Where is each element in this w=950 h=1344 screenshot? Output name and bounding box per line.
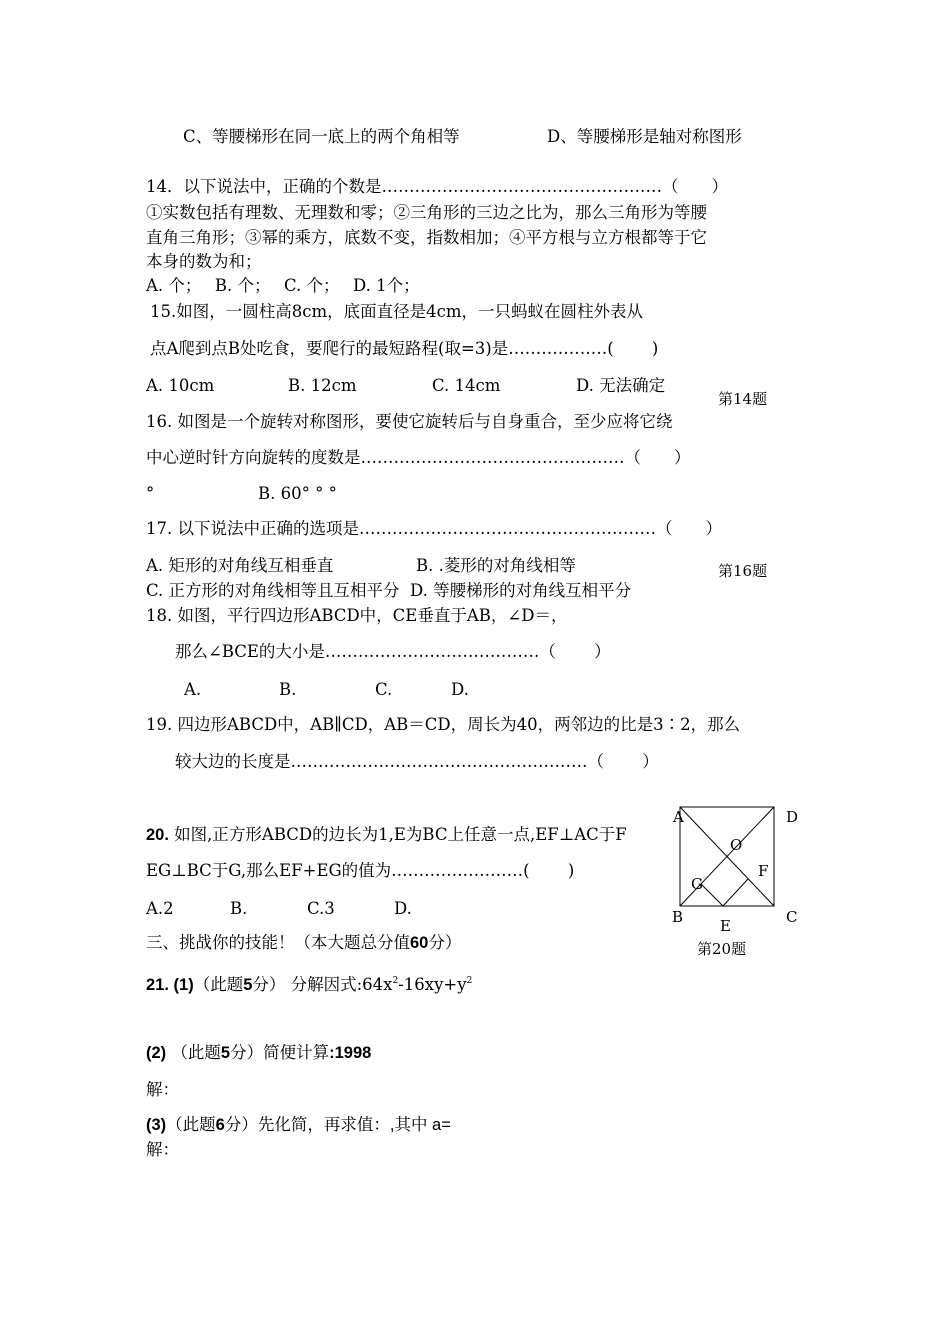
q21-p2-value: :1998 <box>329 1044 372 1062</box>
q13-option-d: D、等腰梯形是轴对称图形 <box>547 127 742 146</box>
q19-line-2: 较大边的长度是………………………………………………（ ） <box>175 752 659 771</box>
q14-stem: 14．以下说法中，正确的个数是……………………………………………（ ） <box>146 177 728 196</box>
label-f: F <box>758 862 769 880</box>
q21-p3-score: 6 <box>215 1116 225 1134</box>
q14-line-2: 直角三角形；③幂的乘方，底数不变，指数相加；④平方根与立方根都等于它 <box>146 228 707 247</box>
label-d: D <box>786 808 799 826</box>
q18-option-d: D. <box>451 680 469 699</box>
q21-p3-label: （此题 <box>166 1115 216 1134</box>
q18-option-c: C. <box>375 680 393 699</box>
q17-stem: 17. 以下说法中正确的选项是………………………………………………（ ） <box>146 519 722 538</box>
label-o: O <box>730 836 743 854</box>
q15-line-1: 15.如图，一圆柱高8cm，底面直径是4cm，一只蚂蚁在圆柱外表从 <box>150 302 644 321</box>
q21-part-2 <box>146 1043 371 1063</box>
fig14-caption: 第14题 <box>718 390 768 408</box>
q18-stem: 18. 如图，平行四边形ABCD中，CE垂直于AB，∠D＝， <box>146 606 568 625</box>
q21-p1-label: （此题 <box>193 975 244 994</box>
segment-eg <box>701 884 723 906</box>
q14-line-3: 本身的数为和； <box>146 252 262 271</box>
fig16-caption: 第16题 <box>718 562 768 580</box>
q20-line-1 <box>146 825 627 845</box>
q21-p1-sup2: 2 <box>466 976 473 986</box>
q20-line-2: EG⊥BC于G,那么EF+EG的值为……………………( ) <box>146 861 575 880</box>
q18-line-2: 那么∠BCE的大小是…………………………………（ ） <box>175 642 611 661</box>
q21-p1-label2: 分） <box>252 975 286 994</box>
q15-option-c: C. 14cm <box>432 376 501 395</box>
q20-text-1: 如图,正方形ABCD的边长为1,E为BC上任意一点,EF⊥AC于F <box>168 825 627 844</box>
q13-option-c: C、等腰梯形在同一底上的两个角相等 <box>183 127 460 146</box>
label-a: A <box>673 808 684 826</box>
q15-option-a: A. 10cm <box>146 376 215 395</box>
fig20-caption: 第20题 <box>697 940 747 958</box>
label-c: C <box>786 908 798 926</box>
q16-option-a: ° <box>146 484 155 503</box>
q21-part-1 <box>146 971 472 995</box>
q21-p2-label2: 分）简便计算 <box>230 1043 330 1062</box>
label-e: E <box>720 917 731 935</box>
q18-option-b: B. <box>279 680 297 699</box>
section3-title-num: 60 <box>410 934 429 952</box>
section3-title <box>146 933 461 953</box>
q20-option-c: C.3 <box>307 899 335 918</box>
q21-p1-text: 分解因式:64x <box>290 975 393 994</box>
q15-line-2: 点A爬到点B处吃食，要爬行的最短路程(取=3)是………………( ) <box>150 339 659 358</box>
q16-option-b: B. 60° ° ° <box>258 484 337 503</box>
q17-option-b: B. .菱形的对角线相等 <box>416 556 576 575</box>
q20-option-d: D. <box>394 899 412 918</box>
q21-p1-mid: -16xy+y <box>398 975 467 994</box>
segment-ef <box>723 879 748 906</box>
label-b: B <box>672 908 684 926</box>
q21-p3-label2: 分）先化简，再求值： <box>224 1115 390 1134</box>
q21-p2-number: (2) <box>146 1044 167 1062</box>
label-g: G <box>691 875 703 893</box>
q14-line-1: ①实数包括有理数、无理数和零；②三角形的三边之比为，那么三角形为等腰 <box>146 203 707 222</box>
q16-line-1: 16. 如图是一个旋转对称图形，要使它旋转后与自身重合，至少应将它绕 <box>146 412 673 431</box>
q21-p2-answer: 解： <box>146 1080 179 1099</box>
q21-p3-answer: 解： <box>146 1140 179 1159</box>
q15-option-d: D. 无法确定 <box>576 376 666 395</box>
section3-title-pre: 三、挑战你的技能！（本大题总分值 <box>146 933 410 952</box>
q15-option-b: B. 12cm <box>288 376 357 395</box>
section3-title-post: 分） <box>428 933 462 952</box>
q14-options: A. 个； B. 个； C. 个； D. 1个； <box>146 276 420 295</box>
q20-square-figure <box>668 800 808 940</box>
q17-option-a: A. 矩形的对角线互相垂直 <box>146 556 334 575</box>
q20-option-a: A.2 <box>146 899 174 918</box>
q17-option-cd: C. 正方形的对角线相等且互相平分 D. 等腰梯形的对角线互相平分 <box>146 581 632 600</box>
q21-number: 21. (1) <box>146 976 194 994</box>
q21-p1-score: 5 <box>243 976 253 994</box>
q21-p3-number: (3) <box>146 1116 167 1134</box>
q21-p3-value: ,其中 a= <box>389 1116 451 1134</box>
q18-option-a: A. <box>184 680 202 699</box>
q20-option-b: B. <box>230 899 248 918</box>
q16-line-2: 中心逆时针方向旋转的度数是…………………………………………（ ） <box>146 448 691 467</box>
q21-p2-score: 5 <box>220 1044 231 1062</box>
q21-part-3 <box>146 1115 451 1135</box>
q21-p1-sup1: 2 <box>392 976 399 986</box>
q19-stem: 19. 四边形ABCD中，AB∥CD，AB＝CD，周长为40，两邻边的比是3∶2，那么 <box>146 715 741 734</box>
q20-number: 20. <box>146 826 169 844</box>
q21-p2-label: （此题 <box>171 1043 221 1062</box>
